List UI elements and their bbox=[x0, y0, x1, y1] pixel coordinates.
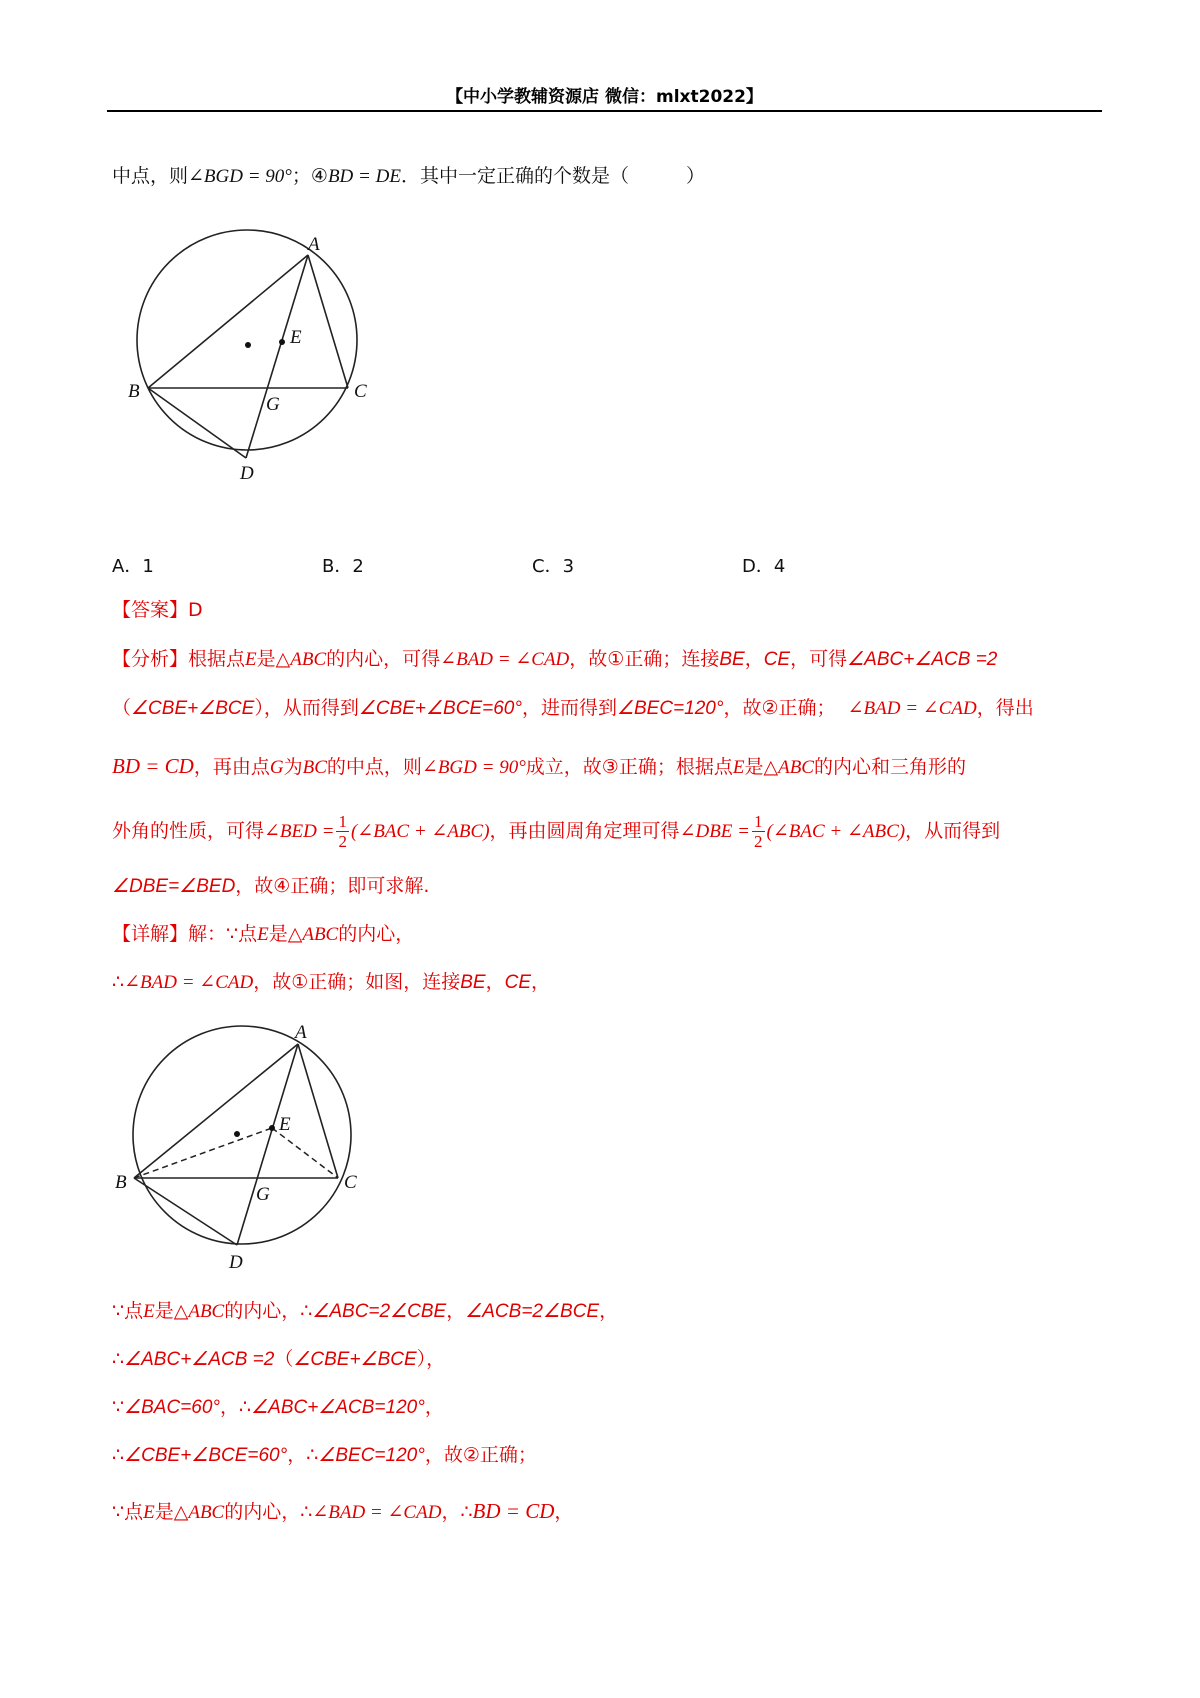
denominator: 2 bbox=[338, 832, 347, 851]
label-e: E bbox=[290, 327, 302, 348]
math: ∠ABC+∠ACB =2 bbox=[847, 649, 998, 670]
math: G bbox=[269, 757, 284, 778]
math: ∠ABC+∠ACB =2 bbox=[124, 1349, 275, 1370]
text: ∵点 bbox=[112, 1501, 144, 1523]
center-point bbox=[234, 1131, 240, 1137]
text: ）， bbox=[416, 1348, 446, 1370]
circumcircle bbox=[137, 230, 357, 450]
text: ，得出 bbox=[976, 697, 1034, 719]
answer-value: D bbox=[188, 599, 203, 621]
answer-prefix: 【答案】 bbox=[112, 599, 189, 621]
text: ，∴ bbox=[287, 1444, 319, 1466]
math: ABC bbox=[188, 1502, 225, 1523]
analysis-line-5 bbox=[112, 872, 429, 901]
fraction-half bbox=[752, 812, 765, 851]
detail-line-6 bbox=[112, 1441, 537, 1470]
numerator: 1 bbox=[754, 812, 763, 831]
option-c[interactable]: C．3 bbox=[532, 556, 575, 577]
point-e bbox=[269, 1125, 275, 1131]
detail-line-3 bbox=[112, 1297, 618, 1326]
text: ，再由圆周角定理可得 bbox=[489, 820, 680, 842]
question-line bbox=[112, 162, 705, 191]
math: E bbox=[732, 757, 745, 778]
math: ∠BAC=60° bbox=[124, 1397, 221, 1418]
text: ，可得 bbox=[790, 648, 848, 670]
math: (∠BAC + ∠ABC) bbox=[350, 821, 490, 842]
math: ∠BAD = ∠CAD bbox=[847, 698, 977, 719]
segment-ac bbox=[298, 1044, 338, 1178]
math: ∠BED = bbox=[264, 821, 335, 842]
segment-be-dashed bbox=[134, 1128, 272, 1178]
answer-line bbox=[112, 596, 203, 624]
segment-bd bbox=[134, 1178, 237, 1245]
text: ， bbox=[744, 648, 764, 670]
math: CE bbox=[504, 972, 532, 993]
text: ．其中一定正确的个数是（ ） bbox=[400, 165, 705, 187]
text: ， bbox=[446, 1300, 466, 1322]
text: 是 bbox=[744, 756, 764, 778]
triangle-symbol: △ bbox=[275, 649, 291, 670]
text: ， bbox=[554, 1501, 574, 1523]
text: 是 bbox=[154, 1501, 174, 1523]
math: BE bbox=[719, 649, 745, 670]
text: 外角的性质，可得 bbox=[112, 820, 265, 842]
text: （ bbox=[274, 1348, 294, 1370]
label-a: A bbox=[308, 234, 320, 255]
text: ， bbox=[531, 971, 551, 993]
detail-line-4 bbox=[112, 1345, 445, 1374]
text: 是 bbox=[256, 648, 276, 670]
text: 的内心，∴ bbox=[224, 1501, 313, 1523]
math-bd-de: BD = DE bbox=[327, 166, 401, 187]
label-g: G bbox=[266, 394, 280, 415]
text: ，故②正确； bbox=[723, 697, 836, 719]
text: ，从而得到 bbox=[905, 820, 1001, 842]
text: 的内心，可得 bbox=[326, 648, 441, 670]
text: ，故①正确；连接 bbox=[569, 648, 720, 670]
text: ，进而得到 bbox=[521, 697, 617, 719]
math: BD = CD bbox=[112, 754, 194, 778]
circle-figure-1 bbox=[120, 225, 380, 485]
numerator: 1 bbox=[338, 812, 347, 831]
segment-ad bbox=[246, 255, 308, 458]
math: ∠ABC=2∠CBE bbox=[312, 1301, 447, 1322]
text: 是 bbox=[154, 1300, 174, 1322]
math: ∠CBE+∠BCE bbox=[293, 1349, 417, 1370]
label-b: B bbox=[128, 381, 140, 402]
math: ∠DBE = bbox=[679, 821, 750, 842]
text: ∴ bbox=[112, 971, 125, 993]
denominator: 2 bbox=[754, 832, 763, 851]
segment-ad bbox=[237, 1044, 298, 1245]
segment-ce-dashed bbox=[272, 1128, 338, 1178]
text: ；④ bbox=[291, 165, 328, 187]
text: ， bbox=[599, 1300, 619, 1322]
segment-bd bbox=[148, 388, 246, 458]
text: ， bbox=[485, 971, 505, 993]
text: ∴ bbox=[112, 1348, 125, 1370]
math: E bbox=[245, 649, 257, 670]
label-a: A bbox=[295, 1022, 307, 1043]
analysis-line-1 bbox=[112, 645, 997, 674]
math: CE bbox=[763, 649, 791, 670]
analysis-line-4 bbox=[112, 808, 1000, 855]
math: ∠CBE+∠BCE bbox=[131, 698, 255, 719]
math: BD = CD bbox=[472, 1499, 555, 1523]
label-c: C bbox=[354, 381, 367, 402]
detail-line-1 bbox=[112, 920, 414, 949]
text: ，∴ bbox=[220, 1396, 252, 1418]
option-b[interactable]: B．2 bbox=[322, 556, 364, 577]
header-divider bbox=[107, 110, 1102, 112]
text: ∴ bbox=[112, 1444, 125, 1466]
circumcircle bbox=[133, 1026, 351, 1244]
math: ∠BAD = ∠CAD bbox=[440, 649, 570, 670]
math: ∠BGD = 90° bbox=[421, 757, 526, 778]
math: ∠CBE+∠BCE=60° bbox=[124, 1445, 288, 1466]
triangle-symbol: △ bbox=[763, 757, 779, 778]
math: ∠CBE+∠BCE=60° bbox=[358, 698, 522, 719]
triangle-symbol: △ bbox=[173, 1301, 189, 1322]
triangle-symbol: △ bbox=[287, 924, 303, 945]
text: ，故④正确；即可求解. bbox=[235, 875, 430, 897]
math: BC bbox=[302, 757, 327, 778]
math: BE bbox=[460, 972, 486, 993]
segment-ab bbox=[148, 255, 308, 388]
segment-ac bbox=[308, 255, 348, 388]
text: 为 bbox=[283, 756, 303, 778]
math: ∠BAD = ∠CAD bbox=[124, 972, 254, 993]
math: ABC bbox=[778, 757, 814, 778]
text: 的中点，则 bbox=[326, 756, 422, 778]
option-a[interactable]: A．1 bbox=[112, 556, 154, 577]
math: ∠BAD = ∠CAD bbox=[312, 1502, 442, 1523]
math: E bbox=[143, 1301, 155, 1322]
math: ∠DBE=∠BED bbox=[112, 876, 236, 897]
text: ∵ bbox=[112, 1396, 125, 1418]
text: （ bbox=[112, 697, 132, 719]
point-e bbox=[279, 339, 285, 345]
math: ∠BEC=120° bbox=[616, 698, 724, 719]
text: ），从而得到 bbox=[254, 697, 359, 719]
detail-line-2 bbox=[112, 968, 550, 997]
math: ∠ACB=2∠BCE bbox=[465, 1301, 600, 1322]
label-d: D bbox=[240, 463, 254, 484]
fraction-half bbox=[336, 812, 349, 851]
text: ∵点 bbox=[112, 1300, 144, 1322]
text: 的内心，∴ bbox=[224, 1300, 313, 1322]
analysis-line-3 bbox=[112, 752, 966, 782]
text: 的内心和三角形的 bbox=[813, 756, 966, 778]
text: ，故②正确； bbox=[424, 1444, 537, 1466]
math: ABC bbox=[188, 1301, 225, 1322]
detail-line-5 bbox=[112, 1393, 444, 1422]
math: ABC bbox=[290, 649, 327, 670]
label-c: C bbox=[344, 1172, 357, 1193]
text: 成立，故③正确；根据点 bbox=[525, 756, 733, 778]
text: 【详解】解：∵点 bbox=[112, 923, 258, 945]
text: 是 bbox=[268, 923, 288, 945]
text: ，再由点 bbox=[193, 756, 270, 778]
label-g: G bbox=[256, 1184, 270, 1205]
text: 中点，则 bbox=[112, 165, 189, 187]
text: 的内心， bbox=[338, 923, 415, 945]
page-header: 【中小学教辅资源店 微信：mlxt2022】 bbox=[446, 87, 763, 107]
text: ，∴ bbox=[441, 1501, 473, 1523]
text: 【分析】根据点 bbox=[112, 648, 246, 670]
math: ∠BEC=120° bbox=[318, 1445, 425, 1466]
math-angle-bgd: ∠BGD = 90° bbox=[188, 166, 292, 187]
text: ，故①正确；如图，连接 bbox=[253, 971, 461, 993]
option-d[interactable]: D．4 bbox=[742, 556, 786, 577]
label-d: D bbox=[229, 1252, 243, 1273]
detail-line-7 bbox=[112, 1497, 573, 1527]
math: ABC bbox=[302, 924, 339, 945]
math: E bbox=[257, 924, 269, 945]
label-e: E bbox=[279, 1114, 291, 1135]
triangle-symbol: △ bbox=[173, 1502, 189, 1523]
center-point bbox=[245, 342, 251, 348]
analysis-line-2 bbox=[112, 694, 1034, 723]
math: E bbox=[143, 1502, 155, 1523]
text: ， bbox=[424, 1396, 444, 1418]
math: (∠BAC + ∠ABC) bbox=[766, 821, 906, 842]
math: ∠ABC+∠ACB=120° bbox=[251, 1397, 425, 1418]
circle-figure-2 bbox=[115, 1018, 375, 1280]
label-b: B bbox=[115, 1172, 127, 1193]
